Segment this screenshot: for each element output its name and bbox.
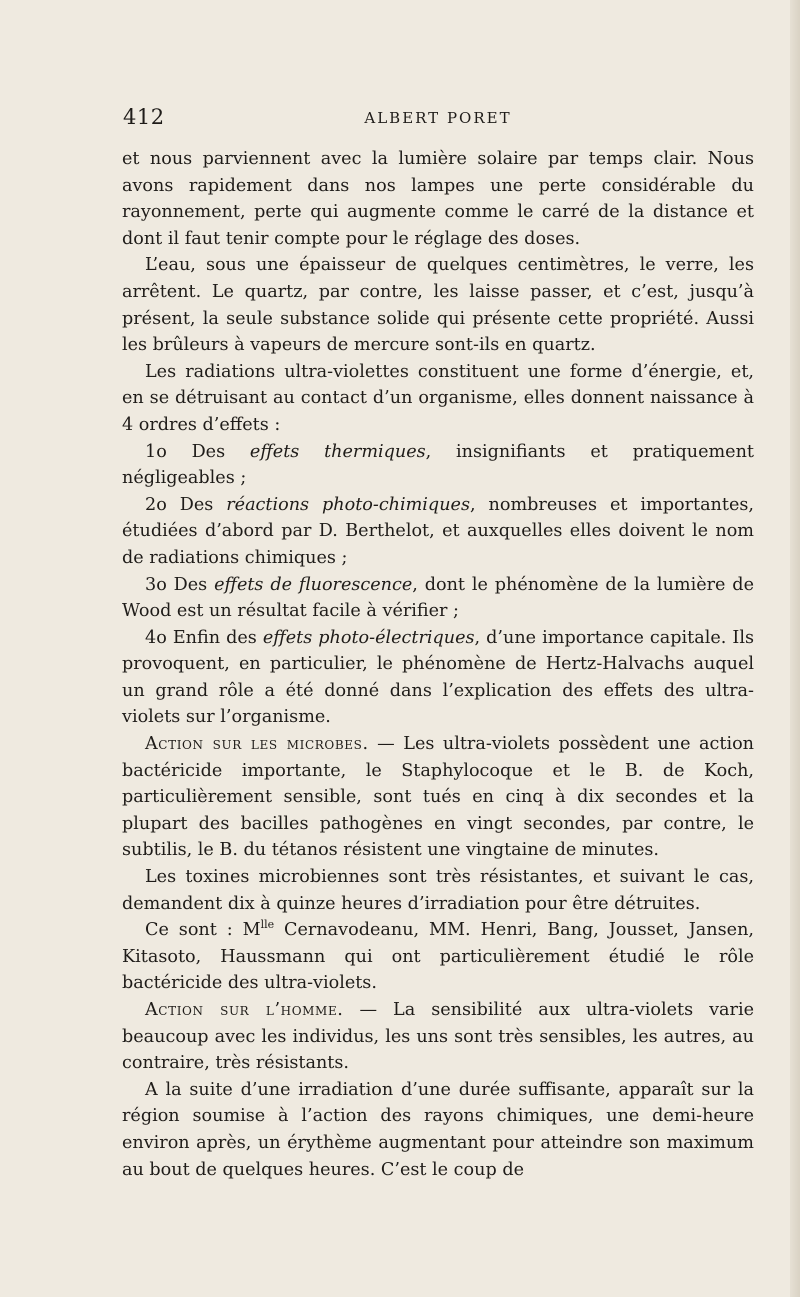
page-number: 412 [123, 105, 165, 129]
page-header [123, 105, 753, 133]
section-heading: Action sur l’homme. [145, 1000, 344, 1020]
section-heading: Action sur les microbes. [145, 734, 369, 755]
section-paragraph: Action sur l’homme. — La sensibilité aux ultra-violets varie beaucoup avec les individus, les uns sont très sensibles, les autres, au contraire, très résistants. [122, 1000, 754, 1074]
page-edge [790, 0, 800, 1297]
running-title: ALBERT PORET [364, 109, 512, 127]
paragraph: L’eau, sous une épaisseur de quelques centimètres, le verre, les arrêtent. Le quartz, par contre, les laisse passer, et c’est, jusqu’à présent, la seule substance solide qui présente cette propriété. Aussi les brûleurs à vapeurs de mercure sont-ils en quartz. [122, 255, 754, 356]
paragraph: et nous parviennent avec la lumière solaire par temps clair. Nous avons rapidement dans nos lampes une perte considérable du rayonnement, perte qui augmente comme le carré de la distance et dont il faut tenir compte pour le réglage des doses. [122, 149, 754, 249]
list-item: 2o Des réactions photo-chimiques, nombreuses et importantes, étudiées d’abord par D. Berthelot, et auxquelles elles doivent le nom de radiations chimiques ; [122, 494, 754, 568]
paragraph: Les toxines microbiennes sont très résistantes, et suivant le cas, demandent dix à quinze heures d’irradiation pour être détruites. [122, 867, 754, 914]
paragraph: Les radiations ultra-violettes constituent une forme d’énergie, et, en se détruisant au contact d’un organisme, elles donnent naissance à 4 ordres d’effets : [122, 361, 754, 435]
body-text [122, 146, 754, 1183]
paragraph: A la suite d’une irradiation d’une durée suffisante, apparaît sur la région soumise à l’action des rayons chimiques, une demi-heure environ après, un érythème augmentant pour atteindre son maximum au bout de quelques heures. C’est le coup de [122, 1079, 754, 1180]
paragraph: Ce sont : $M^{lle}$ Cernavodeanu, MM. Henri, Bang, Jousset, Jansen, Kitasoto, Haussmann qui ont particulièrement étudié le rôle bactéricide des ultra-violets. [122, 918, 754, 994]
list-item: 1o Des effets thermiques, insignifiants et pratiquement négligeables ; [122, 441, 754, 489]
list-item: 4o Enfin des effets photo-électriques, d’une importance capitale. Ils provoquent, en particulier, le phénomène de Hertz-Halvachs auquel un grand rôle a été donné dans l’explication des effets des ultra-violets sur l’organisme. [122, 627, 754, 728]
list-item: 3o Des effets de fluorescence, dont le phénomène de la lumière de Wood est un résultat facile à vérifier ; [122, 574, 754, 622]
section-paragraph: Action sur les microbes. — Les ultra-violets possèdent une action bactéricide importante, le Staphylocoque et le B. de Koch, particulièrement sensible, sont tués en cinq à dix secondes et la plupart des bacilles pathogènes en vingt secondes, par contre, le subtilis, le B. du tétanos résistent une vingtaine de minutes. [122, 734, 754, 861]
